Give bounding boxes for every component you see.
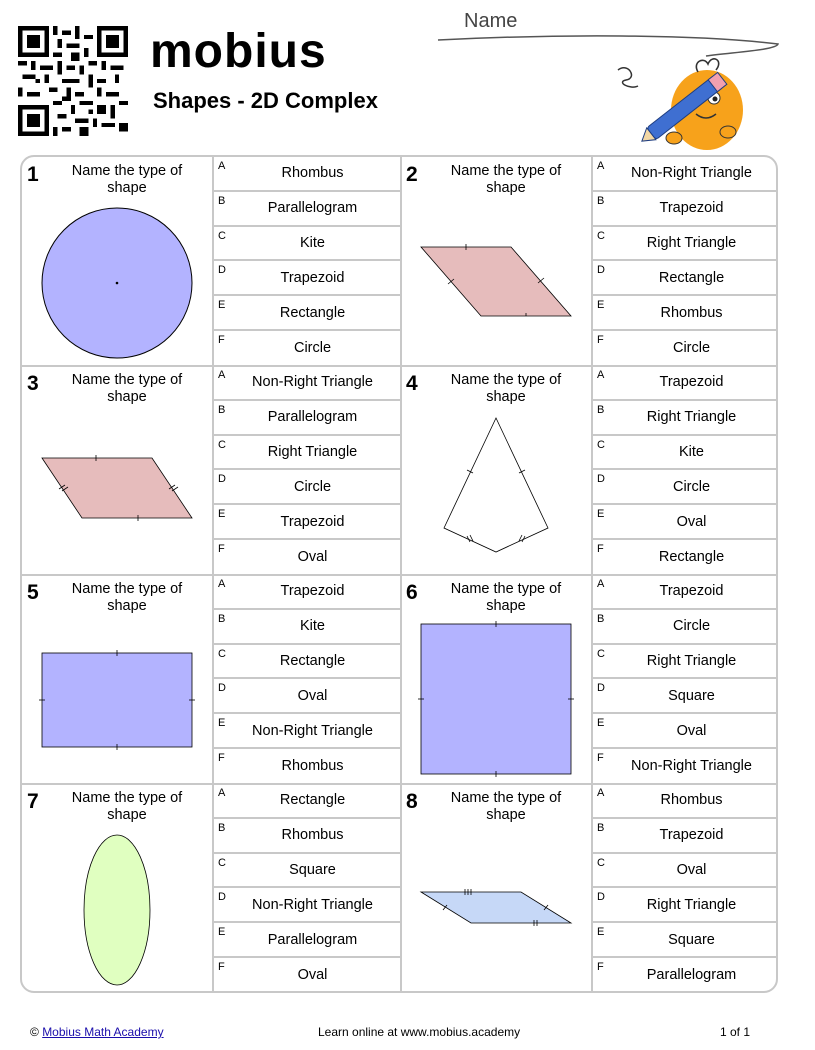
question-number: 8 xyxy=(406,790,418,813)
mobius-logo: mobius xyxy=(150,25,327,78)
option-d[interactable] xyxy=(591,679,778,714)
option-text: Rectangle xyxy=(279,304,346,321)
option-text: Circle xyxy=(672,618,711,635)
option-text: Trapezoid xyxy=(659,374,724,391)
answer-options xyxy=(212,784,401,993)
shape-rectangle xyxy=(22,615,212,784)
option-text: Oval xyxy=(676,513,707,530)
question-prompt: Name the type of shape xyxy=(450,790,562,823)
option-f[interactable] xyxy=(212,331,401,366)
footer-copyright xyxy=(30,1025,164,1039)
option-letter: E xyxy=(597,299,605,312)
option-f[interactable] xyxy=(212,958,401,993)
option-letter: F xyxy=(597,752,604,764)
option-text: Circle xyxy=(672,340,711,357)
option-letter: C xyxy=(597,856,605,869)
option-text: Non-Right Triangle xyxy=(252,374,373,391)
option-letter: F xyxy=(597,334,604,346)
option-f[interactable] xyxy=(591,331,778,366)
option-text: Oval xyxy=(297,687,328,704)
question-number: 4 xyxy=(406,372,418,395)
option-letter: B xyxy=(597,403,605,416)
option-letter: A xyxy=(218,578,226,590)
option-e[interactable] xyxy=(212,505,401,540)
option-text: Trapezoid xyxy=(280,269,345,286)
option-letter: C xyxy=(597,438,605,451)
question-number: 7 xyxy=(27,790,39,813)
question-3 xyxy=(22,366,401,575)
option-letter: D xyxy=(218,682,226,695)
option-text: Trapezoid xyxy=(280,513,345,530)
option-text: Square xyxy=(668,687,715,704)
option-c[interactable] xyxy=(212,227,401,262)
question-2 xyxy=(401,157,778,366)
shape-circle xyxy=(22,197,212,366)
option-letter: D xyxy=(218,891,226,904)
shape-oval xyxy=(22,824,212,993)
question-number: 5 xyxy=(27,581,39,604)
option-d[interactable] xyxy=(212,261,401,296)
question-6 xyxy=(401,575,778,784)
option-text: Right Triangle xyxy=(267,443,358,460)
option-letter: E xyxy=(597,508,605,521)
option-text: Circle xyxy=(293,340,332,357)
option-a[interactable] xyxy=(591,157,778,192)
option-a[interactable] xyxy=(212,784,401,819)
answer-options xyxy=(212,366,401,575)
option-d[interactable] xyxy=(212,679,401,714)
question-5 xyxy=(22,575,401,784)
answer-options xyxy=(591,366,778,575)
option-text: Non-Right Triangle xyxy=(631,758,752,775)
option-letter: B xyxy=(218,612,226,625)
option-text: Rhombus xyxy=(660,304,723,321)
option-letter: B xyxy=(597,194,605,207)
question-prompt: Name the type of shape xyxy=(71,790,183,823)
qr-code xyxy=(18,26,128,136)
option-letter: F xyxy=(218,334,225,346)
option-letter: C xyxy=(218,856,226,869)
option-text: Parallelogram xyxy=(646,967,737,984)
shape-parallelogram xyxy=(22,406,212,575)
question-7 xyxy=(22,784,401,993)
option-letter: A xyxy=(597,160,605,172)
answer-options xyxy=(591,575,778,784)
option-letter: C xyxy=(218,438,226,451)
footer-page-number: 1 of 1 xyxy=(720,1025,751,1039)
option-letter: E xyxy=(218,299,226,312)
option-d[interactable] xyxy=(212,470,401,505)
option-text: Rhombus xyxy=(281,758,344,775)
option-text: Oval xyxy=(676,722,707,739)
answer-options xyxy=(212,575,401,784)
question-prompt: Name the type of shape xyxy=(450,581,562,614)
option-letter: E xyxy=(597,926,605,939)
option-c[interactable] xyxy=(212,436,401,471)
option-e[interactable] xyxy=(212,296,401,331)
option-text: Right Triangle xyxy=(646,652,737,669)
option-a[interactable] xyxy=(212,575,401,610)
option-letter: F xyxy=(597,961,604,973)
option-text: Rectangle xyxy=(658,549,725,566)
option-letter: D xyxy=(597,682,605,695)
option-e[interactable] xyxy=(591,923,778,958)
option-f[interactable] xyxy=(591,749,778,784)
copyright-symbol: © xyxy=(30,1025,39,1039)
option-text: Oval xyxy=(297,967,328,984)
option-f[interactable] xyxy=(591,958,778,993)
option-b[interactable] xyxy=(591,819,778,854)
row-divider xyxy=(22,365,778,367)
footer-learn-online: Learn online at www.mobius.academy xyxy=(318,1025,521,1039)
row-divider xyxy=(22,783,778,785)
option-text: Parallelogram xyxy=(267,200,358,217)
option-letter: D xyxy=(597,264,605,277)
option-letter: B xyxy=(218,194,226,207)
option-text: Parallelogram xyxy=(267,931,358,948)
academy-link[interactable]: Mobius Math Academy xyxy=(42,1025,164,1039)
option-text: Kite xyxy=(300,234,325,251)
option-letter: D xyxy=(597,473,605,486)
option-letter: C xyxy=(218,229,226,242)
option-letter: E xyxy=(218,508,226,521)
option-text: Right Triangle xyxy=(646,234,737,251)
option-b[interactable] xyxy=(212,819,401,854)
question-number: 6 xyxy=(406,581,418,604)
answer-options xyxy=(591,157,778,366)
option-a[interactable] xyxy=(212,366,401,401)
option-letter: A xyxy=(218,369,226,381)
option-c[interactable] xyxy=(591,436,778,471)
option-text: Rectangle xyxy=(279,792,346,809)
option-letter: E xyxy=(218,926,226,939)
option-d[interactable] xyxy=(591,888,778,923)
question-8 xyxy=(401,784,778,993)
question-number: 3 xyxy=(27,372,39,395)
option-letter: B xyxy=(597,612,605,625)
option-text: Square xyxy=(289,861,336,878)
option-text: Trapezoid xyxy=(659,583,724,600)
option-letter: F xyxy=(597,543,604,555)
shape-square xyxy=(401,615,591,784)
answer-options xyxy=(591,784,778,993)
question-prompt: Name the type of shape xyxy=(71,581,183,614)
question-number: 2 xyxy=(406,163,418,186)
option-text: Rhombus xyxy=(281,165,344,182)
option-letter: D xyxy=(218,473,226,486)
option-letter: C xyxy=(597,647,605,660)
option-text: Trapezoid xyxy=(280,583,345,600)
question-prompt: Name the type of shape xyxy=(450,372,562,405)
option-letter: A xyxy=(597,369,605,381)
option-b[interactable] xyxy=(212,610,401,645)
option-letter: C xyxy=(597,229,605,242)
option-c[interactable] xyxy=(591,227,778,262)
answer-options xyxy=(212,157,401,366)
question-prompt: Name the type of shape xyxy=(71,372,183,405)
option-e[interactable] xyxy=(212,714,401,749)
option-a[interactable] xyxy=(591,366,778,401)
row-divider xyxy=(22,574,778,576)
option-f[interactable] xyxy=(212,540,401,575)
option-text: Oval xyxy=(676,861,707,878)
option-text: Non-Right Triangle xyxy=(252,896,373,913)
worksheet-title: Shapes - 2D Complex xyxy=(153,88,378,113)
option-d[interactable] xyxy=(591,261,778,296)
option-text: Non-Right Triangle xyxy=(631,165,752,182)
shape-kite xyxy=(401,406,591,575)
question-1 xyxy=(22,157,401,366)
shape-rhombus xyxy=(401,197,591,366)
option-text: Right Triangle xyxy=(646,896,737,913)
option-b[interactable] xyxy=(591,610,778,645)
option-c[interactable] xyxy=(212,854,401,889)
option-text: Rectangle xyxy=(658,269,725,286)
option-letter: C xyxy=(218,647,226,660)
option-letter: D xyxy=(597,891,605,904)
option-letter: B xyxy=(218,821,226,834)
option-b[interactable] xyxy=(591,401,778,436)
option-text: Kite xyxy=(300,618,325,635)
option-letter: B xyxy=(218,403,226,416)
option-b[interactable] xyxy=(591,192,778,227)
option-text: Square xyxy=(668,931,715,948)
name-label: Name xyxy=(464,10,518,32)
option-a[interactable] xyxy=(212,157,401,192)
option-c[interactable] xyxy=(591,645,778,680)
option-text: Right Triangle xyxy=(646,409,737,426)
option-text: Parallelogram xyxy=(267,409,358,426)
option-text: Trapezoid xyxy=(659,827,724,844)
option-b[interactable] xyxy=(212,401,401,436)
option-letter: A xyxy=(218,787,226,799)
option-text: Rectangle xyxy=(279,652,346,669)
option-letter: F xyxy=(218,543,225,555)
option-e[interactable] xyxy=(591,714,778,749)
option-text: Rhombus xyxy=(281,827,344,844)
option-a[interactable] xyxy=(591,575,778,610)
option-text: Rhombus xyxy=(660,792,723,809)
option-letter: E xyxy=(597,717,605,730)
questions-grid xyxy=(20,155,778,993)
option-f[interactable] xyxy=(212,749,401,784)
option-e[interactable] xyxy=(212,923,401,958)
question-prompt: Name the type of shape xyxy=(71,163,183,196)
option-e[interactable] xyxy=(591,505,778,540)
option-b[interactable] xyxy=(212,192,401,227)
option-text: Circle xyxy=(672,478,711,495)
option-text: Circle xyxy=(293,478,332,495)
mascot-illustration xyxy=(610,52,760,157)
question-number: 1 xyxy=(27,163,39,186)
option-d[interactable] xyxy=(212,888,401,923)
option-c[interactable] xyxy=(591,854,778,889)
option-text: Trapezoid xyxy=(659,200,724,217)
option-letter: A xyxy=(597,578,605,590)
option-text: Oval xyxy=(297,549,328,566)
option-text: Non-Right Triangle xyxy=(252,722,373,739)
option-letter: F xyxy=(218,961,225,973)
option-text: Kite xyxy=(679,443,704,460)
option-letter: B xyxy=(597,821,605,834)
option-letter: E xyxy=(218,717,226,730)
option-a[interactable] xyxy=(591,784,778,819)
option-letter: A xyxy=(597,787,605,799)
option-e[interactable] xyxy=(591,296,778,331)
option-f[interactable] xyxy=(591,540,778,575)
shape-thin-parallelogram xyxy=(401,824,591,993)
question-4 xyxy=(401,366,778,575)
option-d[interactable] xyxy=(591,470,778,505)
option-letter: F xyxy=(218,752,225,764)
question-prompt: Name the type of shape xyxy=(450,163,562,196)
option-letter: D xyxy=(218,264,226,277)
option-c[interactable] xyxy=(212,645,401,680)
option-letter: A xyxy=(218,160,226,172)
